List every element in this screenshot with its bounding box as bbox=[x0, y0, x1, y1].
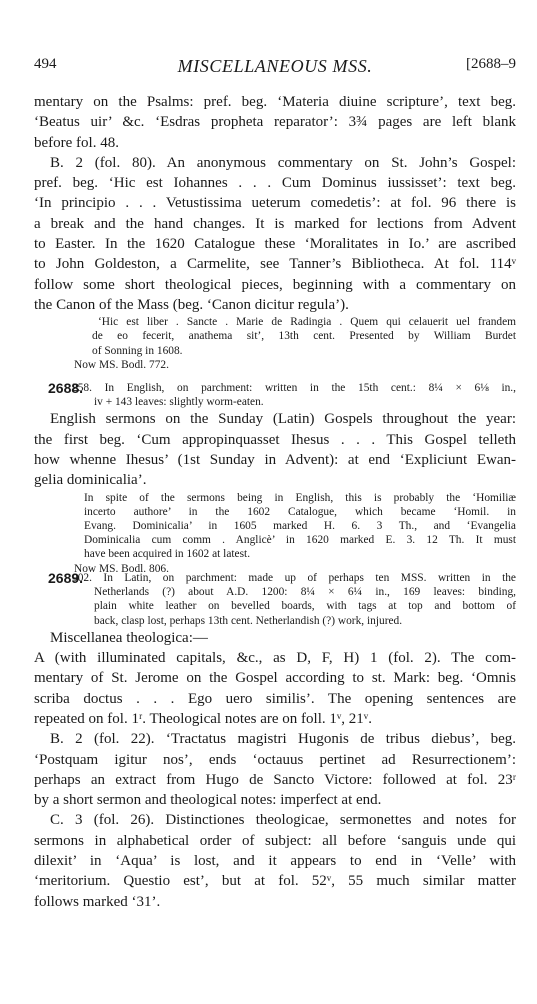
shelfmark-text: Now MS. Bodl. 806. bbox=[74, 562, 169, 575]
provenance-note-line: have been acquired in 1602 at latest. bbox=[84, 548, 251, 561]
body-line: repeated on fol. 1ʳ. Theological notes are on foll. 1ᵛ, 21ᵛ. bbox=[34, 710, 372, 727]
entry-description bbox=[34, 571, 516, 628]
running-header bbox=[34, 56, 516, 78]
shelfmark-text: Now MS. Bodl. 772. bbox=[74, 358, 169, 371]
entry-2688 bbox=[34, 381, 516, 576]
body-line: the first beg. ‘Cum appropinquasset Ihesus . . . This Gospel telleth bbox=[34, 431, 516, 448]
body-line: B. 2 (fol. 80). An anonymous commentary on St. John’s Gospel: bbox=[50, 154, 516, 171]
body-line: follows marked ‘31’. bbox=[34, 893, 161, 910]
description-line: Netherlands (?) about A.D. 1200: 8¼ × 6¼ in., 169 leaves: binding, bbox=[94, 586, 516, 599]
page-number: 494 bbox=[34, 56, 57, 72]
description-line: back, clasp lost, perhaps 13th cent. Netherlandish (?) work, injured. bbox=[94, 614, 403, 627]
provenance-note-line: of Sonning in 1608. bbox=[92, 344, 183, 357]
body-line: pref. beg. ‘Hic est Iohannes . . . Cum Dominus iussisset’: text beg. bbox=[34, 175, 516, 192]
description-line: iv + 143 leaves: slightly worm-eaten. bbox=[94, 396, 264, 409]
body-line: ‘Postquam igitur nos’, ends ‘octauus pertinet ad Resurrectionem’: bbox=[34, 751, 516, 768]
body-line: scriba doctus . . . Ego uero similis’. The opening sentences are bbox=[34, 690, 516, 707]
body-line: a break and the hand changes. It is marked for lections from Advent bbox=[34, 215, 516, 232]
body-line: by a short sermon and theological notes: imperfect at end. bbox=[34, 792, 382, 809]
body-line: English sermons on the Sunday (Latin) Gospels throughout the year: bbox=[50, 411, 516, 428]
body-line: follow some short theological pieces, beginning with a commentary on bbox=[34, 276, 516, 293]
entry-2689 bbox=[34, 571, 516, 912]
running-title: MISCELLANEOUS MSS. bbox=[177, 56, 373, 76]
shelfmark-line bbox=[34, 358, 516, 373]
entry-number: 2689. bbox=[48, 570, 84, 586]
body-line: C. 3 (fol. 26). Distinctiones theologicae, sermonettes and notes for bbox=[50, 812, 516, 829]
body-line: before fol. 48. bbox=[34, 134, 119, 151]
body-line: how whenne Ihesus’ (1st Sunday in Advent): at end ‘Expliciunt Ewan- bbox=[34, 451, 516, 468]
body-line: A (with illuminated capitals, &c., as D, F, H) 1 (fol. 2). The com- bbox=[34, 650, 516, 667]
body-line: mentary of St. Jerome on the Gospel according to st. Mark: beg. ‘Omnis bbox=[34, 670, 516, 687]
provenance-note-line: In spite of the sermons being in English, this is probably the ‘Homiliæ bbox=[84, 491, 516, 504]
provenance-note-line: Evang. Dominicalia’ in 1605 marked H. 6. 3 Th., and ‘Evangelia bbox=[84, 519, 516, 532]
provenance-note-line: Dominicalia cum comm . Anglicè’ in 1620 marked E. 3. 12 Th. It must bbox=[84, 534, 516, 547]
body-line: perhaps an extract from Hugo de Sancto Victore: followed at fol. 23ʳ bbox=[34, 771, 516, 788]
body-line: dilexit’ in ‘Aqua’ is lost, and it appears to end in ‘Velle’ with bbox=[34, 853, 516, 870]
body-line: ‘meritorium. Questio est’, but at fol. 52ᵛ, 55 much similar matter bbox=[34, 873, 516, 890]
provenance-note-line: de eo fecerit, anathema sit’, 13th cent. Presented by William Burdet bbox=[92, 330, 516, 343]
body-line: ‘Beatus uir’ &c. ‘Esdras propheta reparator’: 3¾ pages are left blank bbox=[34, 114, 516, 131]
entry-description bbox=[34, 381, 516, 409]
body-line: to Easter. In the 1620 Catalogue these ‘Moralitates in Io.’ are ascribed bbox=[34, 236, 516, 253]
body-line: mentary on the Psalms: pref. beg. ‘Materia diuine scripture’, text beg. bbox=[34, 94, 516, 110]
provenance-note-line: ‘Hic est liber . Sancte . Marie de Radingia . Quem qui celauerit uel frandem bbox=[98, 316, 516, 329]
entry-range: [2688–9 bbox=[466, 56, 516, 72]
body-line: Miscellanea theologica:— bbox=[50, 629, 208, 646]
body-line: to John Goldeston, a Carmelite, see Tanner’s Bibliotheca. At fol. 114ᵛ bbox=[34, 256, 516, 273]
entry-number: 2688. bbox=[48, 380, 84, 396]
body-line: B. 2 (fol. 22). ‘Tractatus magistri Hugonis de tribus diebus’, beg. bbox=[50, 731, 516, 748]
body-line: sermons in alphabetical order of subject: all before ‘sanguis unde qui bbox=[34, 832, 516, 849]
provenance-note-line: incerto authore’ in the 1602 Catalogue, which became ‘Homil. in bbox=[84, 505, 516, 518]
description-line: 258. In English, on parchment: written in the 15th cent.: 8¼ × 6⅛ in., bbox=[72, 382, 516, 394]
description-line: 902. In Latin, on parchment: made up of perhaps ten MSS. written in the bbox=[72, 572, 516, 584]
entry-continuation bbox=[34, 92, 516, 372]
body-line: the Canon of the Mass (beg. ‘Canon dicitur regula’). bbox=[34, 296, 349, 313]
description-line: plain white leather on bevelled boards, with tags at top and bottom of bbox=[94, 600, 516, 613]
body-line: gelia dominicalia’. bbox=[34, 472, 147, 489]
body-line: ‘In principio . . . Vetustissima ueterum comedetis’: at fol. 96 there is bbox=[34, 195, 516, 212]
